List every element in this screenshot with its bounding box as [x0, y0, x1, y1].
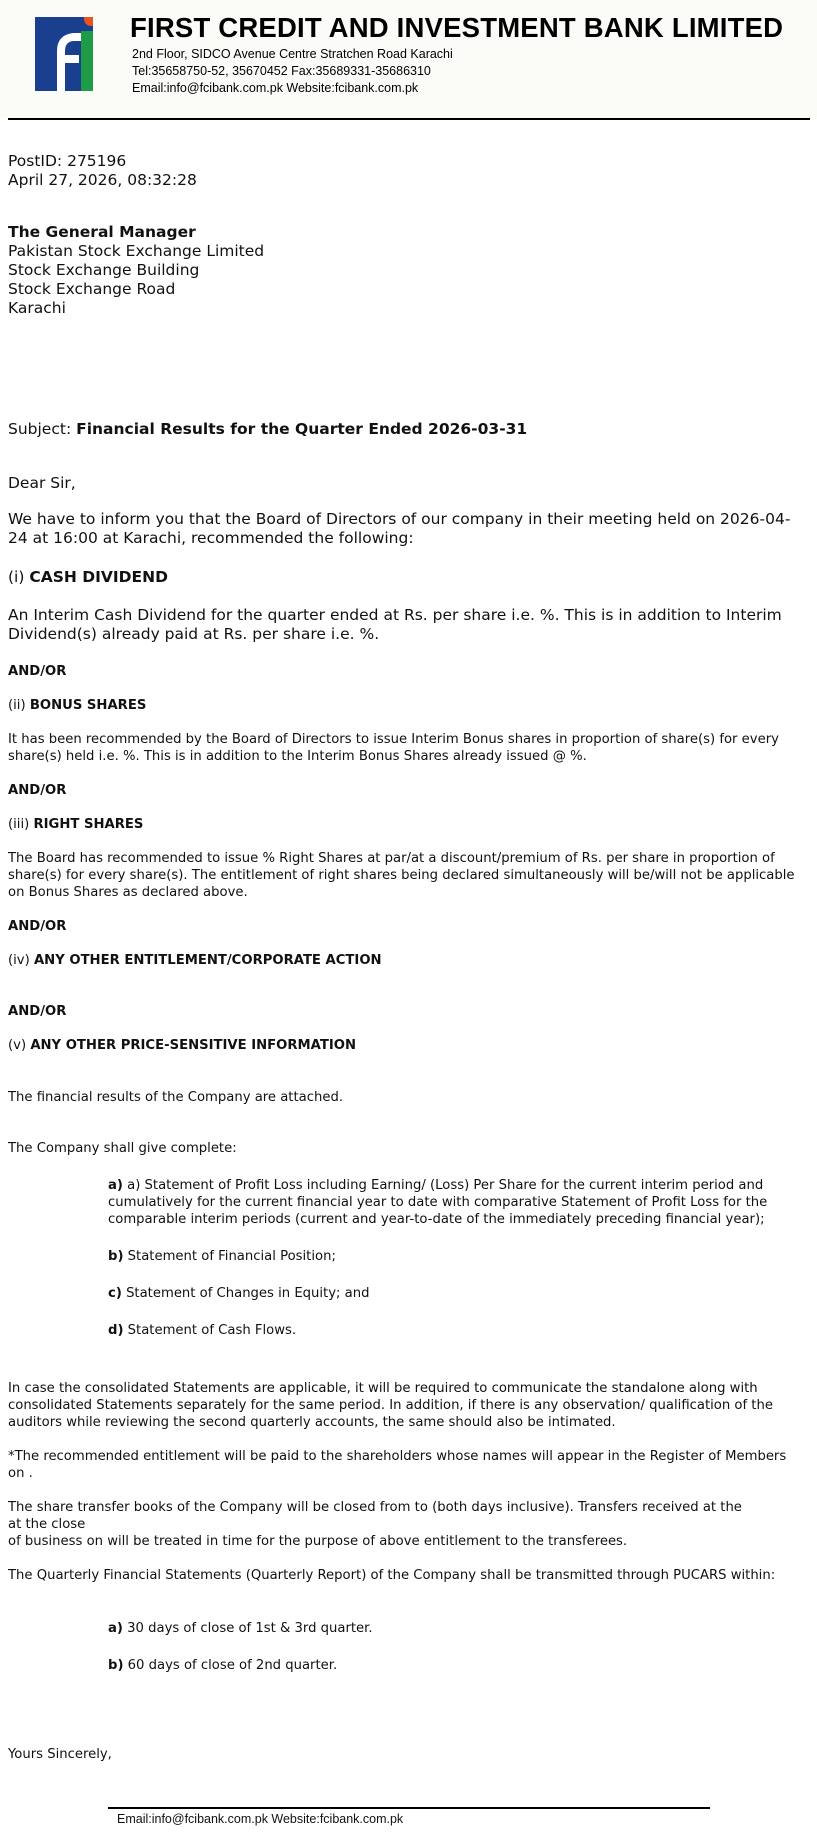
item-text: a) Statement of Profit Loss including Earning/ (Loss) Per Share for the current interim period and cumulatively for the current financial year to date with comparative Statement of Profit Loss for the comparable interim periods (current and year-to-date of the immediately preceding financial year);: [108, 1178, 768, 1227]
intro-paragraph: We have to inform you that the Board of Directors of our company in their meeting held on 2026-04-24 at 16:00 at Karachi, recommended the following:: [8, 510, 791, 547]
footer-contact: Email:info@fcibank.com.pk Website:fcibank.com.pk: [117, 1812, 404, 1826]
price-sensitive-title: ANY OTHER PRICE-SENSITIVE INFORMATION: [30, 1038, 357, 1053]
right-shares-title: RIGHT SHARES: [33, 817, 144, 832]
cash-dividend-text: An Interim Cash Dividend for the quarter ended at Rs. per share i.e. %. This is in addition to Interim Dividend(s) already paid at Rs. per share i.e. %.: [8, 606, 782, 643]
bank-name: FIRST CREDIT AND INVESTMENT BANK LIMITED: [130, 12, 784, 43]
transfer-line-3: of business on will be treated in time for the purpose of above entitlement to the transferees.: [8, 1534, 628, 1549]
item-text: 30 days of close of 1st & 3rd quarter.: [127, 1621, 373, 1636]
bonus-shares-title: BONUS SHARES: [29, 698, 147, 713]
statement-item-a: [108, 1177, 798, 1228]
recipient-line-1: Pakistan Stock Exchange Limited: [8, 242, 265, 260]
recipient-line-4: Karachi: [8, 299, 66, 317]
bank-phones: Tel:35658750-52, 35670452 Fax:35689331-35686310: [132, 64, 431, 78]
logo-f-icon: [35, 17, 93, 91]
recipient-title: The General Manager: [8, 223, 196, 241]
item-letter: b): [108, 1658, 124, 1673]
footer-divider: [108, 1807, 710, 1809]
results-attached-text: The financial results of the Company are attached.: [8, 1090, 344, 1105]
consolidated-paragraph: In case the consolidated Statements are applicable, it will be required to communicate the standalone along with consolidated Statements separately for the same period. In addition, if there is any observation/ qualification of the auditors while reviewing the second quarterly accounts, the same should also be intimated.: [8, 1381, 773, 1430]
other-entitlement-heading: [8, 952, 382, 969]
item-letter: b): [108, 1249, 124, 1264]
item-text: 60 days of close of 2nd quarter.: [127, 1658, 338, 1673]
bonus-shares-heading: [8, 697, 146, 714]
and-or-3: AND/OR: [8, 919, 67, 934]
statement-item-c: [108, 1285, 798, 1302]
bonus-shares-text: It has been recommended by the Board of Directors to issue Interim Bonus shares in proportion of share(s) for every share(s) held i.e. %. This is in addition to the Interim Bonus Shares already issued @ %.: [8, 732, 779, 764]
post-datetime: April 27, 2026, 08:32:28: [8, 171, 197, 189]
cash-dividend-title: CASH DIVIDEND: [29, 568, 168, 586]
transfer-line-2: at the close: [8, 1517, 86, 1532]
recipient-line-2: Stock Exchange Building: [8, 261, 200, 279]
item-letter: d): [108, 1323, 124, 1338]
subject-line: [8, 420, 527, 439]
cash-dividend-number: (i): [8, 568, 25, 586]
transfer-line-1: The share transfer books of the Company will be closed from to (both days inclusive). Transfers received at the: [8, 1500, 742, 1515]
other-entitlement-title: ANY OTHER ENTITLEMENT/CORPORATE ACTION: [33, 953, 382, 968]
right-shares-text: The Board has recommended to issue % Right Shares at par/at a discount/premium of Rs. per share in proportion of share(s) for every share(s). The entitlement of right shares being declared simultaneously will be/will not be applicable on Bonus Shares as declared above.: [8, 851, 795, 900]
subject-label: Subject:: [8, 420, 72, 438]
subject-text: Financial Results for the Quarter Ended 2026-03-31: [76, 420, 528, 438]
cash-dividend-heading: [8, 568, 168, 587]
price-sensitive-number: (v): [8, 1038, 27, 1053]
right-shares-heading: [8, 816, 143, 833]
bank-logo: [35, 17, 93, 91]
bank-contact: Email:info@fcibank.com.pk Website:fcibank.com.pk: [132, 81, 419, 95]
and-or-2: AND/OR: [8, 783, 67, 798]
price-sensitive-heading: [8, 1037, 356, 1054]
right-shares-number: (iii): [8, 817, 30, 832]
item-letter: a): [108, 1178, 123, 1193]
other-entitlement-number: (iv): [8, 953, 30, 968]
letterhead: [0, 0, 817, 118]
closing: Yours Sincerely,: [8, 1747, 112, 1762]
timing-item-a: [108, 1620, 798, 1637]
item-text: Statement of Changes in Equity; and: [126, 1286, 370, 1301]
recipient-line-3: Stock Exchange Road: [8, 280, 176, 298]
and-or-4: AND/OR: [8, 1004, 67, 1019]
item-letter: c): [108, 1286, 122, 1301]
item-letter: a): [108, 1621, 123, 1636]
pucars-paragraph: The Quarterly Financial Statements (Quarterly Report) of the Company shall be transmitted through PUCARS within:: [8, 1568, 776, 1583]
post-id: PostID: 275196: [8, 152, 127, 170]
bonus-shares-number: (ii): [8, 698, 26, 713]
header-divider: [8, 118, 810, 120]
company-shall-give-text: The Company shall give complete:: [8, 1141, 237, 1156]
entitlement-paragraph: *The recommended entitlement will be paid to the shareholders whose names will appear in the Register of Members on .: [8, 1449, 787, 1481]
bank-address: 2nd Floor, SIDCO Avenue Centre Stratchen Road Karachi: [132, 47, 453, 61]
salutation: Dear Sir,: [8, 474, 76, 492]
item-text: Statement of Financial Position;: [127, 1249, 336, 1264]
item-text: Statement of Cash Flows.: [127, 1323, 297, 1338]
statement-item-d: [108, 1322, 798, 1339]
and-or-1: AND/OR: [8, 664, 67, 679]
timing-item-b: [108, 1657, 798, 1674]
statement-item-b: [108, 1248, 798, 1265]
